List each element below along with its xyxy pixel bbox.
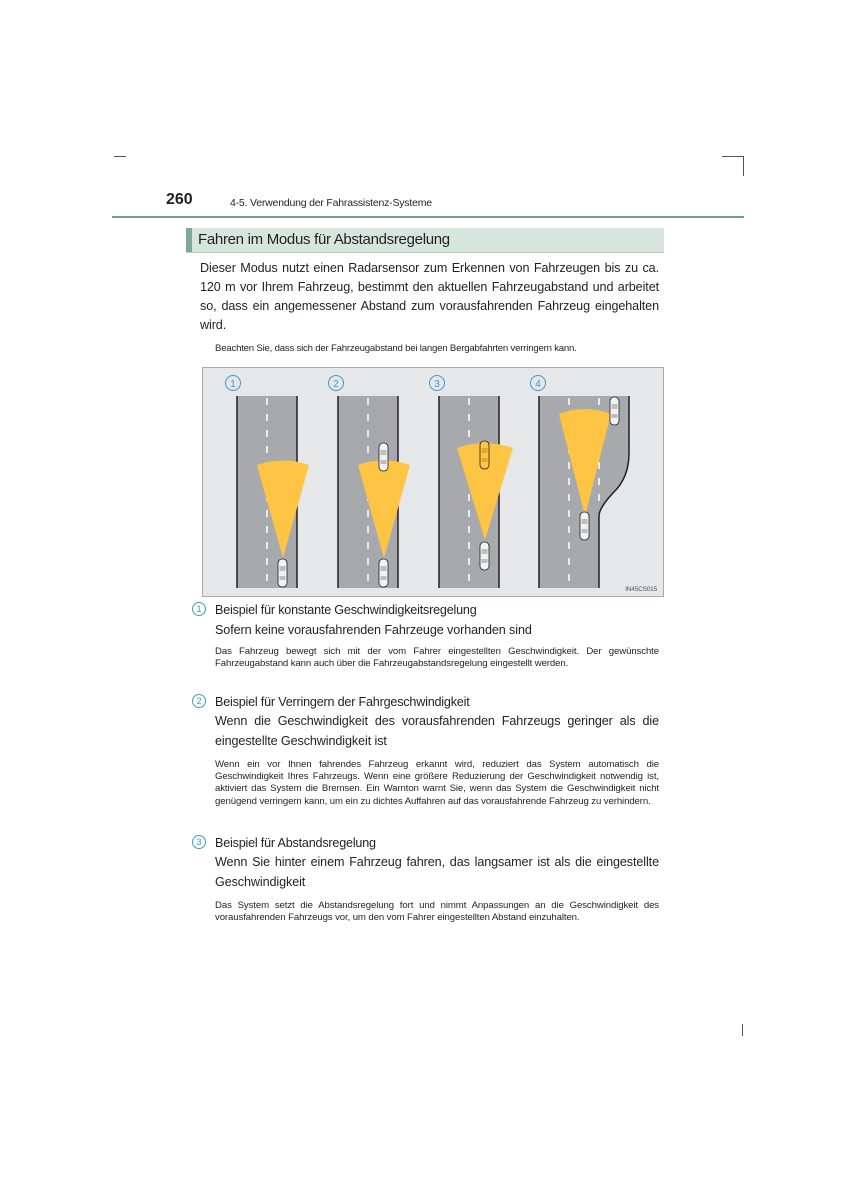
item-description-3: Das System setzt die Abstandsregelung fort und nimmt Anpassungen an die Geschwindigkeit des vorausfahrenden Fahrzeugs vor, um den vom Fahrer eingestellten Abstand einzuhalten.: [215, 900, 659, 924]
panel-marker-4-label: 4: [535, 379, 541, 390]
lead-car-2: [379, 443, 388, 471]
panel-marker-1-label: 1: [230, 379, 236, 390]
panel-marker-1: [226, 376, 241, 391]
intro-paragraph: Dieser Modus nutzt einen Radarsensor zum Erkennen von Fahrzeugen bis zu ca. 120 m vor Ihrem Fahrzeug, bestimmt den aktuellen Fahrzeugabstand und arbeitet so, dass ein angemessener Abstand zum vorausfahrenden Fahrzeug eingehalten wird.: [200, 261, 659, 332]
lead-car-3: [480, 441, 489, 469]
section-title-bar: [186, 228, 664, 253]
panel-marker-4: [531, 376, 546, 391]
item-description-2: Wenn ein vor Ihnen fahrendes Fahrzeug erkannt wird, reduziert das System automatisch die Geschwindigkeit Ihres Fahrzeugs. Wenn eine größere Reduzierung der Geschwindigkeit notwendig ist, aktiviert das System die Bremsen. Ein Warnton warnt Sie, wenn das System die Geschwindigkeit nicht genügend verringern kann, um ein zu dichtes Auffahren auf das vorausfahrende Fahrzeug zu verhindern.: [215, 759, 659, 807]
panel-1: [237, 396, 309, 588]
panel-marker-2-label: 2: [333, 379, 339, 390]
crop-mark-top-left: [114, 156, 126, 157]
item-heading-1: Beispiel für konstante Geschwindigkeitsregelung: [215, 603, 477, 617]
item-subheading-1: Sofern keine vorausfahrenden Fahrzeuge vorhanden sind: [215, 623, 532, 637]
item-heading-2: Beispiel für Verringern der Fahrgeschwindigkeit: [215, 695, 470, 709]
header-divider: [112, 216, 744, 218]
panel-3: [439, 396, 513, 588]
panel-marker-3-label: 3: [434, 379, 440, 390]
figure-code: IN45CS015: [625, 586, 657, 593]
own-car-1: [278, 559, 287, 587]
radar-illustration: [202, 367, 664, 597]
own-car-4: [580, 512, 589, 540]
chapter-title: 4-5. Verwendung der Fahrassistenz-Systeme: [230, 197, 432, 209]
item-subheading-3: Wenn Sie hinter einem Fahrzeug fahren, das langsamer ist als die eingestellte Geschwindigkeit: [215, 855, 659, 889]
page-number: 260: [166, 191, 193, 208]
section-title: Fahren im Modus für Abstandsregelung: [198, 231, 450, 248]
section-accent: [186, 228, 192, 252]
item-description-1: Das Fahrzeug bewegt sich mit der vom Fahrer eingestellten Geschwindigkeit. Der gewünschte Fahrzeugabstand kann auch über die Fahrzeugabstandsregelung eingestellt werden.: [215, 646, 659, 670]
panel-4: [539, 396, 629, 588]
item-number-1: 1: [192, 602, 206, 616]
note-text: Beachten Sie, dass sich der Fahrzeugabstand bei langen Bergabfahrten verringern kann.: [215, 343, 577, 354]
panel-marker-2: [329, 376, 344, 391]
crop-mark-top-right-h: [722, 156, 744, 157]
own-car-2: [379, 559, 388, 587]
item-heading-3: Beispiel für Abstandsregelung: [215, 836, 376, 850]
crop-mark-top-right-v: [743, 156, 744, 176]
panel-2: [338, 396, 410, 588]
item-number-2: 2: [192, 694, 206, 708]
own-car-3: [480, 542, 489, 570]
item-number-3: 3: [192, 835, 206, 849]
merging-car-4: [610, 397, 619, 425]
crop-mark-bottom-right: [742, 1024, 743, 1036]
panel-marker-3: [430, 376, 445, 391]
illustration-svg: [203, 368, 663, 596]
item-subheading-2: Wenn die Geschwindigkeit des vorausfahrenden Fahrzeugs geringer als die eingestellte Geschwindigkeit ist: [215, 714, 659, 748]
